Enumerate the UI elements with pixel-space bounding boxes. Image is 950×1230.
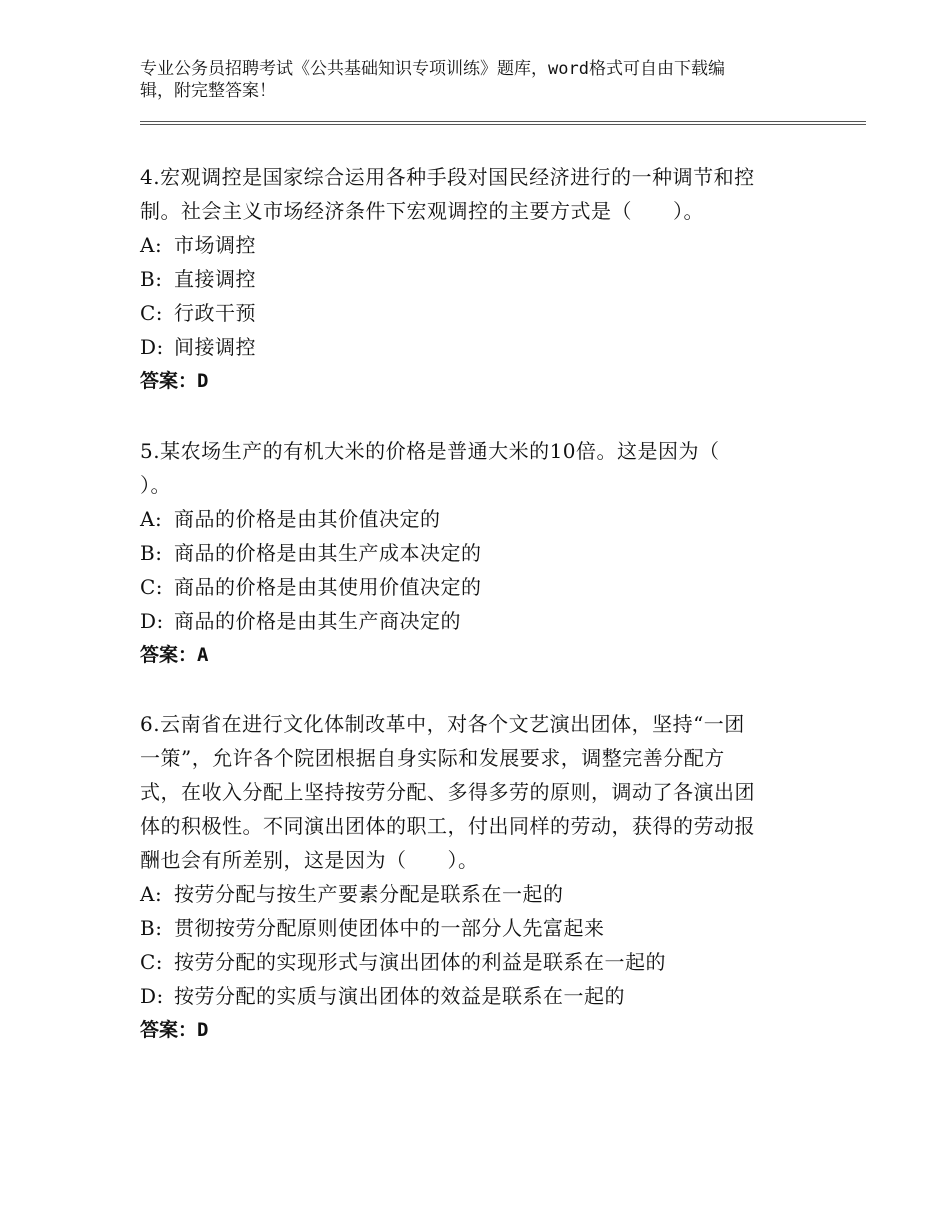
option-text: 商品的价格是由其价值决定的 bbox=[174, 507, 441, 531]
question-stem-line: 酬也会有所差别，这是因为（ ）。 bbox=[140, 848, 479, 872]
option-letter: B: bbox=[140, 267, 163, 291]
option-c bbox=[140, 945, 840, 979]
option-d bbox=[140, 979, 840, 1013]
option-text: 按劳分配与按生产要素分配是联系在一起的 bbox=[174, 882, 564, 906]
question-5 bbox=[140, 434, 840, 672]
option-letter: C: bbox=[140, 950, 164, 974]
answer-line: 答案：D bbox=[140, 1019, 209, 1041]
question-stem-line: 一策”，允许各个院团根据自身实际和发展要求，调整完善分配方 bbox=[140, 746, 725, 770]
header-line: 专业公务员招聘考试《公共基础知识专项训练》题库，word格式可自由下载编 bbox=[140, 59, 725, 79]
answer-line: 答案：D bbox=[140, 370, 209, 392]
option-a bbox=[140, 502, 840, 536]
question-stem-line: 制。社会主义市场经济条件下宏观调控的主要方式是（ ）。 bbox=[140, 199, 704, 223]
question-stem-line: 5.某农场生产的有机大米的价格是普通大米的10倍。这是因为（ bbox=[140, 439, 720, 463]
option-b bbox=[140, 911, 840, 945]
option-b bbox=[140, 262, 840, 296]
option-text: 贯彻按劳分配原则使团体中的一部分人先富起来 bbox=[174, 916, 605, 940]
option-letter: C: bbox=[140, 301, 164, 325]
option-letter: A: bbox=[140, 507, 163, 531]
option-text: 行政干预 bbox=[174, 301, 256, 325]
question-stem-line: 6.云南省在进行文化体制改革中，对各个文艺演出团体，坚持“一团 bbox=[140, 712, 745, 736]
document-header bbox=[140, 58, 820, 102]
option-text: 按劳分配的实质与演出团体的效益是联系在一起的 bbox=[174, 984, 625, 1008]
option-text: 市场调控 bbox=[174, 233, 256, 257]
option-text: 商品的价格是由其使用价值决定的 bbox=[174, 575, 482, 599]
option-letter: B: bbox=[140, 541, 163, 565]
answer-line: 答案：A bbox=[140, 644, 209, 666]
option-letter: A: bbox=[140, 233, 163, 257]
question-stem-line: ）。 bbox=[140, 473, 171, 497]
option-letter: D: bbox=[140, 984, 164, 1008]
option-text: 商品的价格是由其生产商决定的 bbox=[174, 609, 461, 633]
question-stem-line: 式，在收入分配上坚持按劳分配、多得多劳的原则，调动了各演出团 bbox=[140, 780, 755, 804]
option-text: 商品的价格是由其生产成本决定的 bbox=[174, 541, 482, 565]
question-stem-line: 体的积极性。不同演出团体的职工，付出同样的劳动，获得的劳动报 bbox=[140, 814, 755, 838]
option-a bbox=[140, 228, 840, 262]
header-line: 辑，附完整答案！ bbox=[140, 81, 276, 101]
option-text: 间接调控 bbox=[174, 335, 256, 359]
option-c bbox=[140, 296, 840, 330]
option-text: 直接调控 bbox=[174, 267, 256, 291]
option-letter: B: bbox=[140, 916, 163, 940]
option-letter: A: bbox=[140, 882, 163, 906]
question-6 bbox=[140, 707, 840, 1047]
option-d bbox=[140, 330, 840, 364]
option-letter: D: bbox=[140, 335, 164, 359]
header-divider bbox=[140, 121, 866, 125]
option-text: 按劳分配的实现形式与演出团体的利益是联系在一起的 bbox=[174, 950, 666, 974]
question-4 bbox=[140, 160, 840, 398]
option-b bbox=[140, 536, 840, 570]
option-d bbox=[140, 604, 840, 638]
option-letter: C: bbox=[140, 575, 164, 599]
option-c bbox=[140, 570, 840, 604]
option-letter: D: bbox=[140, 609, 164, 633]
option-a bbox=[140, 877, 840, 911]
question-stem-line: 4.宏观调控是国家综合运用各种手段对国民经济进行的一种调节和控 bbox=[140, 165, 755, 189]
